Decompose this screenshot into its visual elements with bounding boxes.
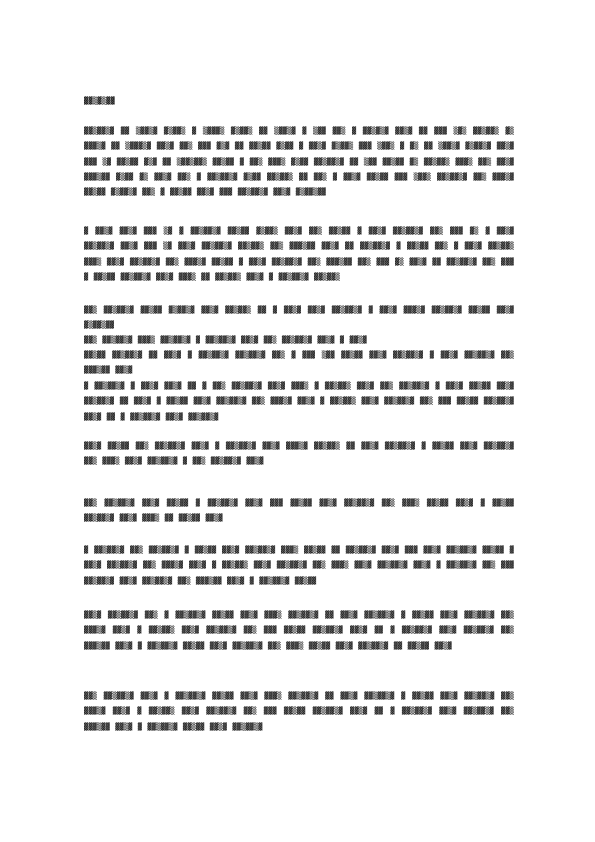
paragraph: ▓ ▓▓▒▓ ▓▓▒▓ ▓▓▓ ▒▓ ▓ ▓▓▒▓▓▒▓ ▓▓▒▓▓ ▓▒▓▓▒ ▓▓▒▓ ▓▓▒ ▓▓▒▓▓ ▓ ▓▓▒▓ ▓▓▒▓▓▒▓ ▓▓▒ ▓▓▓ ▓▒ ▓ ▓▓▒▓ ▓▓▒▓▓▒▓ ▓▓▒▓ ▓▓▓ ▒▓ ▓▓▒▓ ▓▓▒▓▓▒▓ ▓▓▒▓▓▒ ▓▓▒ ▓▓▓▒▓▓ ▓▓▒▓ ▓▓ ▓▓▒▓▓▒▓ ▓ ▓▓▒▓▓ ▓▓▒ ▓ ▓▓▒▓ ▓▓▒▓▓▒ ▓▓▓▒ ▓▓▒▓ ▓▓▒▓▓▒▓ ▓▓▒ ▓▓▓▒▓ ▓▓▒▓▓ ▓ ▓▓▒▓ ▓▓▒▓▓▒▓ ▓▓▒ ▓▓▓▒▓▓ ▓▓▒ ▓▓▓ ▓▒ ▓▓▒▓ ▓▓ ▓▓▒▓▓▒▓ ▓▓▒ ▓▓▓ ▓ ▓▓▒▓▓ ▓▓▒▓▓▒▓ ▓▓▒▓ ▓▓▓▒ ▓▓ ▓▓▒▓▓▒ ▓▓▒▓ ▓ ▓▓▒▓▓▒▓ ▓▓▒▓▓▒: [84, 227, 514, 281]
paragraph: ▓▓▒▓▓▒▓ ▓▓ ▒▓▓▒▓ ▓▒▓▓▒ ▓ ▒▓▓▓▒ ▓▒▓▓▒ ▓▓ ▒▓▓▒▓ ▓ ▒▓▓ ▓▓▒ ▓ ▓▓▒▓▒▓ ▓▓▒▓ ▓▓ ▓▓▓ ▒▓▒ ▓▓▒▓▓▒ ▓▒ ▓▓▓▒▓ ▓▓ ▒▓▓▓▒▓ ▓▓▒▓ ▓▓▒ ▓▓▓ ▓▒▓ ▓▓ ▓▓▒▓▓ ▓▒▓▓ ▓ ▓▓▒▓ ▓▒▓▓▒ ▓▓▓ ▒▓▓▒ ▓ ▓▒ ▓▓ ▒▓▓▒▓ ▓▒▓▓▒▓ ▓▓▒▓ ▓▓▓ ▒▓ ▓▓▒▓▓ ▓▒▓ ▓▓ ▒▓▓▒▓▓▒ ▓▓▒▓▓ ▓ ▓▓▒ ▓▓▓▒ ▓▒▓▓ ▓▓▒▓▓▒▓ ▓▓ ▒▓▓ ▓▓▒▓▓ ▓▒ ▓▓▒▓▓▒ ▓▓▓▒ ▓▓▒ ▓▓▒▓ ▓▓▓▒▓▓ ▓▒▓▓ ▓▒ ▓▓▒▓ ▓▓▒ ▓ ▓▓▒▓▓▒▓ ▓▒▓▓ ▓▓▒▓▓▒ ▓▓ ▓▓▒ ▓ ▓▓▒▓ ▓▓▒▓▓ ▓▓▓ ▒▓▓▒ ▓▓▒▓▓▒▓ ▓▓▒ ▓▓▓▒▓ ▓▓▒▓▓ ▓▒▓▓▒▓ ▓▓▒ ▓ ▓▓▒▓▓ ▓▓▒▓ ▓▓▓ ▓▓▒▓▓▒▓ ▓▓▒▓ ▓▒▓▓▒▓▓: [84, 127, 514, 197]
paragraph: ▓▓▒▓▓ ▓▓▒▓▓▒▓ ▓▓ ▓▓▒▓ ▓ ▓▓▒▓▓▒▓ ▓▓▒▓▓▒▓ ▓▓▒ ▓ ▓▓▓ ▒▓▓ ▓▓▒▓▓ ▓▓▒▓ ▓▓▒▓▓▒▓ ▓ ▓▓▒▓ ▓▓▒▓▓▒▓ ▓▓▒ ▓▓▓▒▓▓ ▓▓▒▓: [84, 351, 514, 375]
paragraph: ▓ ▓▓▒▓▓▒▓ ▓ ▓▓▒▓ ▓▓▒▓ ▓▓ ▓ ▓▓▒ ▓▓▒▓▓▒▓ ▓▓▒▓ ▓▓▓▒ ▓ ▓▓▒▓▓▒ ▓▓▒▓ ▓▓▒ ▓▓▒▓▓▒▓ ▓ ▓▓▒▓ ▓▓▒▓▓ ▓▓▒▓ ▓▓▒▓▓▒▓ ▓▓ ▓▓▒▓ ▓ ▓▓▒▓▓ ▓▓▒▓ ▓▓▒▓▓▒▓ ▓▓▒ ▓▓▓▒▓ ▓▓▒▓ ▓ ▓▓▒▓▓▒ ▓▓▒▓ ▓▓▒▓▓▒▓ ▓▓▒ ▓▓▓ ▓▓▒▓▓ ▓▓▒▓▓▒▓ ▓▓▒▓ ▓▓ ▓ ▓▓▒▓▓▒▓ ▓▓▒▓ ▓▓▒▓▓▒▓: [84, 382, 514, 421]
paragraph: ▓▓▒ ▓▓▒▓▓▒▓ ▓▓▒▓▓ ▓▒▓▓▒▓ ▓▓▒▓ ▓▓▒▓▓▒ ▓▓ ▓ ▓▓▒▓ ▓▓▒▓ ▓▓▒▓▓▒▓ ▓ ▓▓▒▓ ▓▓▓▒▓ ▓▓▒▓▓▒▓ ▓▓▒▓▓ ▓▓▒▓ ▓▒▓▓▒▓▓: [84, 306, 514, 330]
paragraph: ▓▓▒ ▓▓▒▓▓▒▓ ▓▓▒▓ ▓▓▒▓▓ ▓ ▓▓▒▓▓▒▓ ▓▓▒▓ ▓▓▓ ▓▓▒▓▓ ▓▓▒▓ ▓▓▒▓▓▒▓ ▓▓▒ ▓▓▓▒ ▓▓▒▓▓ ▓▓▒▓ ▓ ▓▓▒▓▓ ▓▓▒▓▓▒▓ ▓▓▒▓ ▓▓▓▒ ▓▓ ▓▓▒▓▓ ▓▓▒▓: [84, 499, 514, 523]
paragraph: ▓▓▒ ▓▓▒▓▓▒▓ ▓▓▒▓ ▓ ▓▓▒▓▓▒▓ ▓▓▒▓▓ ▓▓▒▓ ▓▓▓▒ ▓▓▒▓▓▒▓ ▓▓ ▓▓▒▓ ▓▓▒▓▓▒▓ ▓ ▓▓▒▓▓ ▓▓▒▓ ▓▓▒▓▓▒▓ ▓▓▒ ▓▓▓▒▓ ▓▓▒▓ ▓ ▓▓▒▓▓▒ ▓▓▒▓ ▓▓▒▓▓▒▓ ▓▓▒ ▓▓▓ ▓▓▒▓▓ ▓▓▒▓▓▒▓ ▓▓▒▓ ▓▓ ▓ ▓▓▒▓▓▒▓ ▓▓▒▓ ▓▓▒▓▓▒▓ ▓▓▒ ▓▓▓▒▓▓ ▓▓▒▓ ▓ ▓▓▒▓▓▒▓ ▓▓▒▓▓ ▓▓▒▓ ▓▓▒▓▓▒▓: [84, 692, 514, 731]
paragraph: ▓ ▓▓▒▓▓▒▓ ▓▓▒ ▓▓▒▓▓▒▓ ▓ ▓▓▒▓▓ ▓▓▒▓ ▓▓▒▓▓▒▓ ▓▓▓▒ ▓▓▒▓▓ ▓▓ ▓▓▒▓▓▒▓ ▓▓▒▓ ▓▓▓ ▓▓▒▓ ▓▓▒▓▓▒▓ ▓▓▒▓▓ ▓ ▓▓▒▓ ▓▓▒▓▓▒▓ ▓▓▒ ▓▓▓▒▓ ▓▓▒▓ ▓ ▓▓▒▓▓▒ ▓▓▒▓ ▓▓▒▓▓▒▓ ▓▓▒ ▓▓▓▒ ▓▓▒▓ ▓▓▒▓▓▒▓ ▓▓▒▓ ▓ ▓▓▒▓▓▒▓ ▓▓▒ ▓▓▓ ▓▓▒▓▓▒▓ ▓▓▒▓ ▓▓▒▓▓▒▓ ▓▓▒ ▓▓▓▒▓▓ ▓▓▒▓ ▓ ▓▓▒▓▓▒▓ ▓▓▒▓▓: [84, 546, 514, 585]
paragraph: ▓▓▒▓ ▓▓▒▓▓ ▓▓▒ ▓▓▒▓▓▒▓ ▓▓▒▓ ▓ ▓▓▒▓▓▒▓ ▓▓▒▓ ▓▓▓▒▓ ▓▓▒▓▓▒ ▓▓ ▓▓▒▓ ▓▓▒▓▓▒▓ ▓ ▓▓▒▓▓ ▓▓▒▓ ▓▓▒▓▓▒▓ ▓▓▒ ▓▓▓▒ ▓▓▒▓ ▓▓▒▓▓▒▓ ▓ ▓▓▒ ▓▓▒▓▓▒▓ ▓▓▒▓: [84, 442, 514, 466]
document-heading: ▓▓▒▓▒▓▓: [84, 97, 115, 105]
paragraph: ▓▓▒▓ ▓▓▒▓▓▒▓ ▓▓▒ ▓ ▓▓▒▓▓▒▓ ▓▓▒▓▓ ▓▓▒▓ ▓▓▓▒ ▓▓▒▓▓▒▓ ▓▓ ▓▓▒▓ ▓▓▒▓▓▒▓ ▓ ▓▓▒▓▓ ▓▓▒▓ ▓▓▒▓▓▒▓ ▓▓▒ ▓▓▓▒▓ ▓▓▒▓ ▓ ▓▓▒▓▓▒ ▓▓▒▓ ▓▓▒▓▓▒▓ ▓▓▒ ▓▓▓ ▓▓▒▓▓ ▓▓▒▓▓▒▓ ▓▓▒▓ ▓▓ ▓ ▓▓▒▓▓▒▓ ▓▓▒▓ ▓▓▒▓▓▒▓ ▓▓▒ ▓▓▓▒▓▓ ▓▓▒▓ ▓ ▓▓▒▓▓▒▓ ▓▓▒▓▓ ▓▓▒▓ ▓▓▒▓▓▒▓ ▓▓▒ ▓▓▓▒ ▓▓▒▓▓ ▓▓▒▓ ▓▓▒▓▓▒▓ ▓▓ ▓▓▒▓▓ ▓▓▒▓: [84, 611, 514, 650]
paragraph: ▓▓▒ ▓▓▒▓▓▒▓ ▓▓▓▒ ▓▓▒▓▓▒▓ ▓ ▓▓▒▓▓▒▓ ▓▓▒▓ ▓▓▒ ▓▓▒▓▓▒▓ ▓▓▒▓ ▓ ▓▓▒▓: [84, 336, 367, 344]
